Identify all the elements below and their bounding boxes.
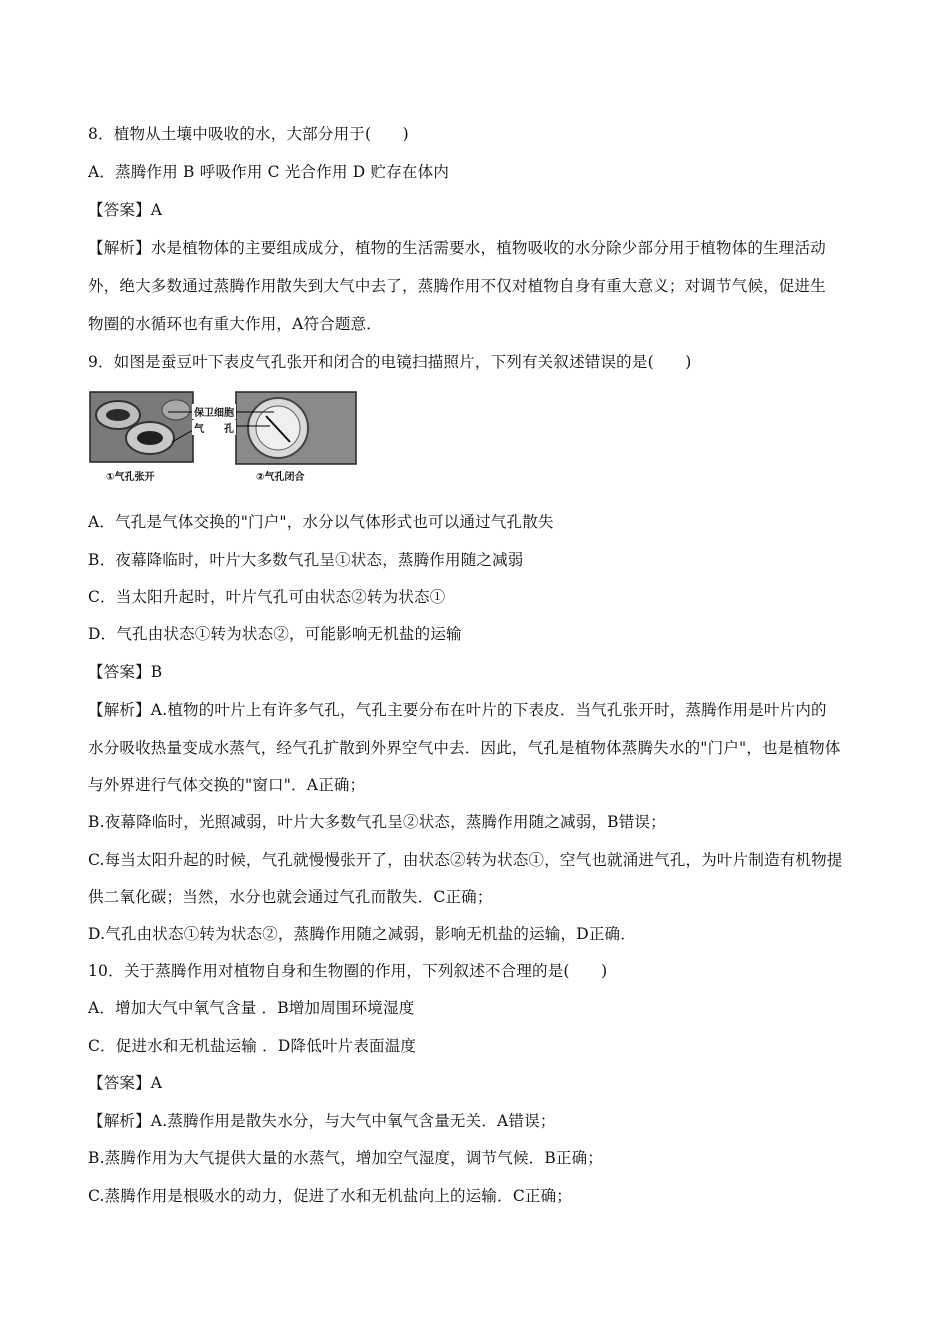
- q10-analysis-line: B.蒸腾作用为大气提供大量的水蒸气，增加空气湿度，调节气候．B正确；: [88, 1149, 604, 1167]
- q10-options-cd: C．促进水和无机盐运输 ．D降低叶片表面温度: [88, 1037, 417, 1055]
- caption-closed: ②气孔闭合: [256, 472, 305, 483]
- q10-analysis-line: C.蒸腾作用是根吸水的动力，促进了水和无机盐向上的运输．C正确；: [88, 1187, 572, 1205]
- q9-answer: 【答案】B: [88, 663, 163, 681]
- q8-options: A．蒸腾作用 B 呼吸作用 C 光合作用 D 贮存在体内: [88, 163, 450, 181]
- q10-options-ab: A．增加大气中氧气含量 ．B增加周围环境湿度: [88, 999, 415, 1017]
- caption-open: ①气孔张开: [106, 472, 155, 483]
- q9-analysis-line: 供二氧化碳；当然，水分也就会通过气孔而散失．C正确；: [88, 888, 493, 906]
- q10-answer: 【答案】A: [88, 1074, 163, 1092]
- q8-analysis-line: 外，绝大多数通过蒸腾作用散失到大气中去了，蒸腾作用不仅对植物自身有重大意义；对调节气候，促进生: [88, 277, 826, 295]
- q9-option-b: B．夜幕降临时，叶片大多数气孔呈①状态，蒸腾作用随之减弱: [88, 551, 524, 569]
- stomata-figure: [88, 390, 358, 485]
- q9-analysis-line: C.每当太阳升起的时候，气孔就慢慢张开了，由状态②转为状态①，空气也就涌进气孔，为叶片制造有机物提: [88, 851, 843, 869]
- q9-option-c: C．当太阳升起时，叶片气孔可由状态②转为状态①: [88, 588, 446, 606]
- q9-stem: 9．如图是蚕豆叶下表皮气孔张开和闭合的电镜扫描照片，下列有关叙述错误的是( ): [88, 353, 692, 371]
- guard-cell-label: 保卫细胞: [192, 404, 236, 419]
- q8-analysis-line: 【解析】水是植物体的主要组成成分，植物的生活需要水，植物吸收的水分除少部分用于植物体的生理活动: [88, 239, 826, 257]
- q9-analysis-line: 与外界进行气体交换的"窗口"．A正确；: [88, 776, 366, 794]
- q8-stem: 8．植物从土壤中吸收的水，大部分用于( ): [88, 125, 409, 143]
- q9-analysis-line: D.气孔由状态①转为状态②，蒸腾作用随之减弱，影响无机盐的运输，D正确．: [88, 925, 636, 943]
- q10-stem: 10．关于蒸腾作用对植物自身和生物圈的作用，下列叙述不合理的是( ): [88, 962, 608, 980]
- q10-analysis-line: 【解析】A.蒸腾作用是散失水分，与大气中氧气含量无关．A错误；: [88, 1112, 556, 1130]
- q9-analysis-line: B.夜幕降临时，光照减弱，叶片大多数气孔呈②状态，蒸腾作用随之减弱，B错误；: [88, 813, 666, 831]
- q9-analysis-line: 【解析】A.植物的叶片上有许多气孔，气孔主要分布在叶片的下表皮．当气孔张开时，蒸腾作用是叶片内的: [88, 701, 827, 719]
- q8-analysis-line: 物圈的水循环也有重大作用，A符合题意．: [88, 315, 382, 333]
- q9-option-d: D．气孔由状态①转为状态②，可能影响无机盐的运输: [88, 625, 462, 643]
- q9-analysis-line: 水分吸收热量变成水蒸气，经气孔扩散到外界空气中去．因此，气孔是植物体蒸腾失水的"门户"，也是植物体: [88, 739, 841, 757]
- q9-option-a: A．气孔是气体交换的"门户"，水分以气体形式也可以通过气孔散失: [88, 513, 554, 531]
- stoma-label: 气 孔: [192, 420, 236, 435]
- q8-answer: 【答案】A: [88, 201, 163, 219]
